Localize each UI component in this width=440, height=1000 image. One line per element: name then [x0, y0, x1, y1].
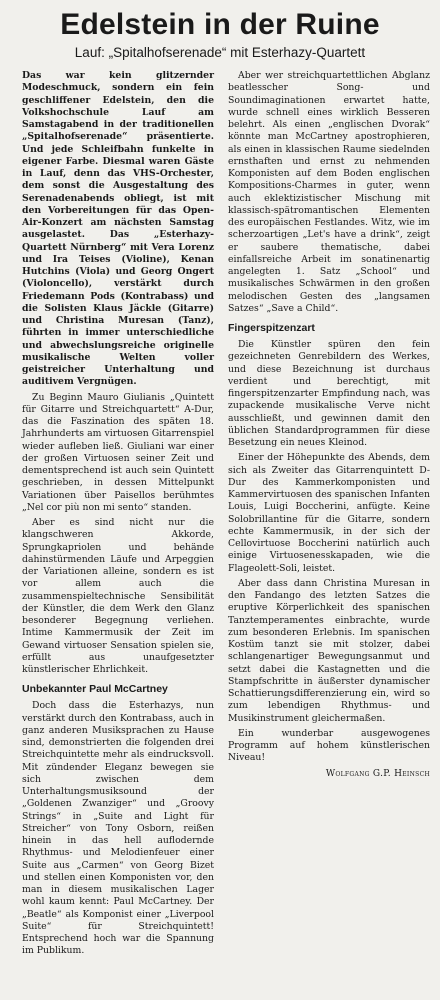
article-column-left — [22, 70, 214, 992]
article-paragraph: Aber es sind nicht nur die klangschweren Akkorde, Sprungkapriolen und behände dahinstürmenden Läufe und Arpeggien der Variationen alleine, sondern es ist vor allem auch die zusammenspieltechnische Sensibilität der Künstler, die dem Werk den Glanz besonderer Begegnung verliehen. Intime Kammermusik der Zeit im Gewand virtuoser Sensation spielen sie, erfüllt aus unaufgesetzter künstlerischer Ehrlichkeit. — [22, 517, 214, 675]
article-column-right — [228, 70, 430, 992]
article-paragraph: Zu Beginn Mauro Giulianis „Quintett für Gitarre und Streichquartett“ A-Dur, das die Faszination des späten 18. Jahrhunderts am virtuosen Gitarrenspiel wieder aufleben ließ. Giuliani war einer der großen Virtuosen seiner Zeit und dementsprechend ist auch sein Quintett geschrieben, in dessen Mittelpunkt Variationen über Paisellos berühmtes „Nel cor più non mi sento“ standen. — [22, 391, 214, 513]
article-paragraph: Einer der Höhepunkte des Abends, dem sich als Zweiter das Gitarrenquintett D-Dur des Kammerkomponisten und Kammervirtuosen des spanischen Infanten Louis, Luigi Boccherini, anfügte. Keine Solobrillantine für die Gitarre, sondern echte Kammermusik, in der sich der Cellovirtuose Boccherini natürlich auch einige Virtuosenesskapaden, wie die Flageolett-Soli, leistet. — [228, 452, 430, 574]
article-lead-paragraph: Das war kein glitzernder Modeschmuck, sondern ein fein geschliffener Edelstein, den die Volkshochschule Lauf am Samstagabend in der traditionellen „Spitalhofserenade“ präsentierte. Und jede Schleifbahn funkelte in eigener Farbe. Diesmal waren Gäste in Lauf, denn das VHS-Orchester, dem sonst die Ausgestaltung des Serenadenabends obliegt, ist mit den Vorbereitungen für das Open-Air-Konzert am nächsten Samstag ausgelastet. Das „Esterhazy-Quartett Nürnberg“ mit Vera Lorenz und Ira Teises (Violine), Kenan Hutchins (Viola) und Georg Ongert (Violoncello), verstärkt durch Friedemann Pods (Kontrabass) und die Solisten Klaus Jäckle (Gitarre) und Christina Muresan (Tanz), führten in immer unterschiedliche und abwechslungsreiche originelle musikalische Welten voller geistreicher Unterhaltung und auditivem Vergnügen. — [22, 70, 214, 388]
article-paragraph: Ein wunderbar ausgewogenes Programm auf hohem künstlerischen Niveau! — [228, 727, 430, 764]
article-subheadline: Lauf: „Spitalhofserenade“ mit Esterhazy-Quartett — [74, 45, 366, 60]
article-headline: Edelstein in der Ruine — [60, 8, 380, 41]
article-paragraph: Die Künstler spüren den fein gezeichneten Genrebildern des Werkes, und diese Bezeichnung ist durchaus verdient und berechtigt, mit fingerspitzenzarter Empfindung nach, was zupackende musikalische Verve nicht ausschließt, und gewinnen damit den üblichen Standardprogrammen für diese Besetzung ein neues Kleinod. — [228, 339, 430, 448]
article-subheading: Fingerspitzenzart — [228, 322, 315, 334]
article-paragraph: Doch dass die Esterhazys, nun verstärkt durch den Kontrabass, auch in ganz anderen Musiksprachen zu Hause sind, demonstrierten die folgenden drei Streichquintette mehr als eindrucksvoll. Mit zündender Eleganz bewegen sie sich zwischen dem Unterhaltungsmusiksound der „Goldenen Zwanziger“ und „Groovy Strings“ in „Suite and Light für Streicher“ von Tony Osborn, reißen hinein in das hell auflodernde Rhythmus- und Melodienfeuer einer Suite aus „Carmen“ von Georg Bizet und stellen einen Komponisten vor, den man in diesem musikalischen Lager wohl kaum kennt: Paul McCartney. Der „Beatle“ als Komponist einer „Liverpool Suite“ für Streichquintett! Entsprechend hoch war die Spannung im Publikum. — [22, 700, 214, 957]
article-paragraph: Aber dass dann Christina Muresan in den Fandango des letzten Satzes die eruptive Körperlichkeit des spanischen Tanztemperamentes einbrachte, wurde zum besonderen Erlebnis. Im spanischen Kostüm tanzt sie mit stolzer, dabei schlangenartiger Bewegungsanmut und setzt dabei die Kastagnetten und die Stampfschritte in äußerster dynamischer Schattierungsdifferenzierung ein, wird so zum lebendigen Rhythmus- und Musikinstrument gleichermaßen. — [228, 577, 430, 724]
article-byline: Wolfgang G.P. Heinsch — [325, 768, 430, 779]
article-subheading: Unbekannter Paul McCartney — [22, 683, 168, 696]
article-paragraph: Aber wer streichquartettlichen Abglanz beatlesscher Song- und Soundimaginationen erwartet hatte, wurde schnell eines wirklich Besseren belehrt. Als einen „englischen Dvorak“ könnte man McCartney apostrophieren, als einen in klassischen Raume siedelnden ernsthaften und ernst zu nehmenden Komponisten auf dem Boden englischen Kompositions-Charmes in guter, wenn auch eklektizistischer Mischung mit klassisch-spätromantischen Elementen des europäischen Festlandes. Witz, wie im scherzoartigen „Let's have a drink“, zeigt er saubere thematische, dabei einfallsreiche Arbeit im sonatinenartig angelegten 1. Satz „School“ und musikalisches Schwärmen in den großen melodischen Gesten des „langsamen Satzes“ „Save a Child“. — [228, 70, 430, 314]
